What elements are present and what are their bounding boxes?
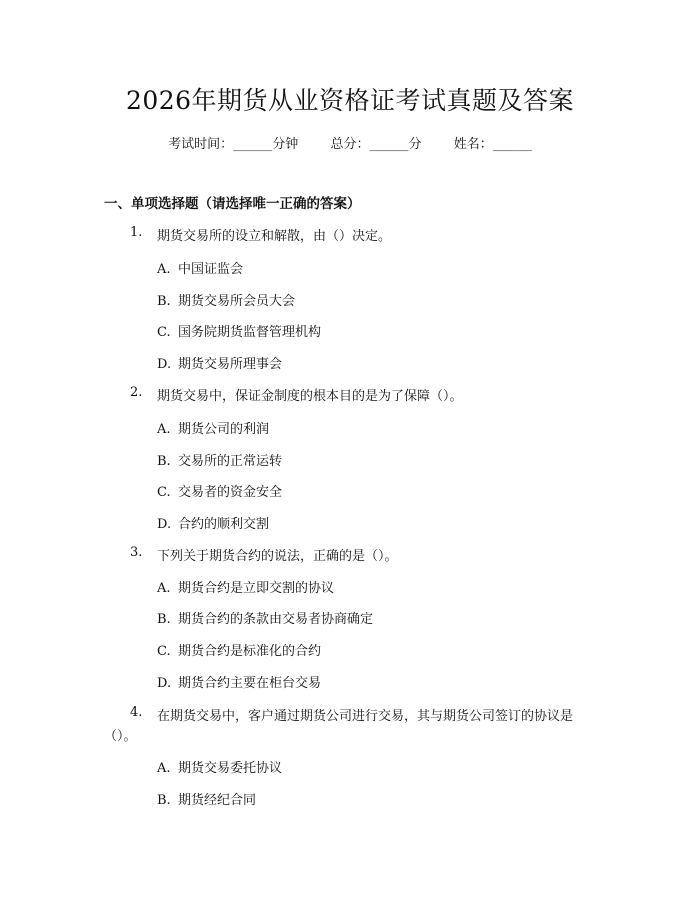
score-blank: ______ [369, 137, 409, 152]
option-b: B. 期货交易所会员大会 [157, 294, 296, 309]
section-heading: 一、单项选择题（请选择唯一正确的答案） [104, 196, 361, 212]
option-c: C. 交易者的资金安全 [157, 485, 283, 500]
time-blank: ______ [233, 137, 273, 152]
time-unit: 分钟 [272, 137, 299, 152]
question-text: 下列关于期货合约的说法，正确的是（）。 [157, 549, 398, 564]
question-text: 期货交易所的设立和解散，由（）决定。 [157, 229, 392, 244]
question-number: 3. [130, 545, 143, 560]
score-unit: 分 [408, 137, 422, 152]
option-a: A. 期货公司的利润 [157, 422, 270, 437]
question-text: 期货交易中，保证金制度的根本目的是为了保障（）。 [157, 389, 463, 404]
score-label: 总分： [330, 137, 370, 152]
question-number: 2. [130, 385, 143, 400]
question-number: 4. [130, 705, 143, 720]
question-number: 1. [130, 225, 143, 240]
option-a: A. 期货合约是立即交割的协议 [157, 581, 335, 596]
name-label: 姓名： [453, 137, 493, 152]
document-title: 2026年期货从业资格证考试真题及答案 [125, 86, 575, 115]
exam-meta [0, 133, 700, 152]
option-b: B. 期货经纪合同 [157, 793, 257, 808]
option-d: D. 合约的顺利交割 [157, 517, 270, 532]
option-b: B. 期货合约的条款由交易者协商确定 [157, 612, 374, 627]
option-a: A. 期货交易委托协议 [157, 761, 283, 776]
option-c: C. 国务院期货监督管理机构 [157, 325, 322, 340]
option-c: C. 期货合约是标准化的合约 [157, 644, 322, 659]
option-b: B. 交易所的正常运转 [157, 454, 283, 469]
name-blank: ______ [492, 137, 532, 152]
question-text: 在期货交易中，客户通过期货公司进行交易，其与期货公司签订的协议是 [157, 709, 574, 724]
option-d: D. 期货交易所理事会 [157, 357, 283, 372]
option-d: D. 期货合约主要在柜台交易 [157, 676, 322, 691]
question-text-continued: （）。 [104, 729, 137, 744]
option-a: A. 中国证监会 [157, 262, 244, 277]
time-label: 考试时间： [168, 137, 234, 152]
